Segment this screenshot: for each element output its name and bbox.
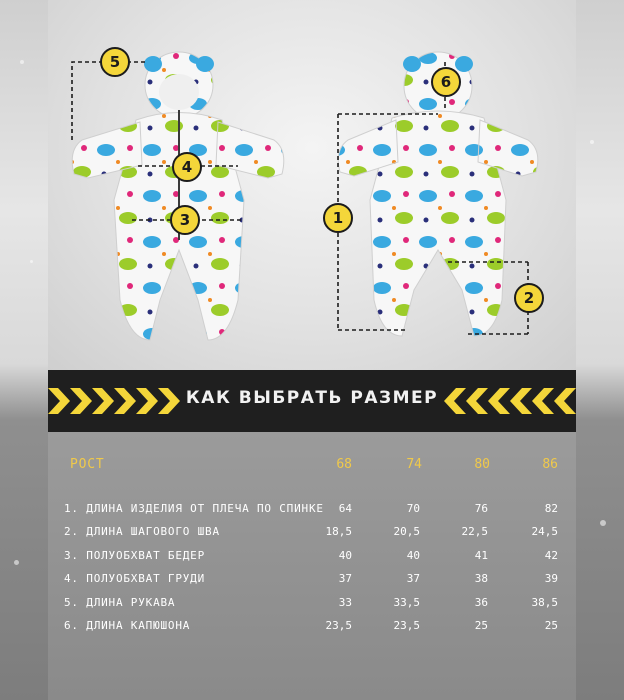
cell: 25 bbox=[544, 619, 558, 632]
table-row bbox=[48, 549, 576, 569]
front-view-garment bbox=[72, 52, 284, 340]
size-guide-banner bbox=[48, 370, 576, 432]
measure-marker-4: 4 bbox=[172, 152, 202, 182]
cell: 18,5 bbox=[325, 525, 352, 538]
chevron-right-decoration-icon bbox=[426, 370, 576, 432]
cell: 37 bbox=[338, 572, 352, 585]
cell: 38,5 bbox=[531, 596, 558, 609]
cell: 39 bbox=[544, 572, 558, 585]
cell: 70 bbox=[406, 502, 420, 515]
cell: 23,5 bbox=[325, 619, 352, 632]
banner-title: КАК ВЫБРАТЬ РАЗМЕР bbox=[185, 388, 439, 408]
cell: 36 bbox=[474, 596, 488, 609]
table-row bbox=[48, 572, 576, 592]
table-row bbox=[48, 525, 576, 545]
cell: 22,5 bbox=[461, 525, 488, 538]
product-photo bbox=[48, 0, 576, 370]
row-label: 4. ПОЛУОБХВАТ ГРУДИ bbox=[64, 572, 206, 585]
header-label: РОСТ bbox=[70, 457, 105, 472]
snowflake bbox=[14, 560, 19, 565]
cell: 33,5 bbox=[393, 596, 420, 609]
row-label: 2. ДЛИНА ШАГОВОГО ШВА bbox=[64, 525, 220, 538]
table-row bbox=[48, 596, 576, 616]
cell: 40 bbox=[406, 549, 420, 562]
measure-marker-6: 6 bbox=[431, 67, 461, 97]
measure-marker-2: 2 bbox=[514, 283, 544, 313]
snowflake bbox=[20, 60, 24, 64]
cell: 64 bbox=[338, 502, 352, 515]
measure-marker-3: 3 bbox=[170, 205, 200, 235]
cell: 24,5 bbox=[531, 525, 558, 538]
snowflake bbox=[600, 520, 606, 526]
cell: 37 bbox=[406, 572, 420, 585]
measure-marker-5: 5 bbox=[100, 47, 130, 77]
table-row bbox=[48, 502, 576, 522]
row-label: 6. ДЛИНА КАПЮШОНА bbox=[64, 619, 191, 632]
table-row bbox=[48, 619, 576, 639]
size-table bbox=[48, 432, 576, 700]
cell: 76 bbox=[474, 502, 488, 515]
row-label: 1. ДЛИНА ИЗДЕЛИЯ ОТ ПЛЕЧА ПО СПИНКЕ bbox=[64, 502, 324, 515]
cell: 82 bbox=[544, 502, 558, 515]
size-col: 86 bbox=[542, 457, 558, 472]
snowflake bbox=[30, 260, 33, 263]
table-header-row bbox=[48, 457, 576, 477]
measure-marker-1: 1 bbox=[323, 203, 353, 233]
size-col: 80 bbox=[474, 457, 490, 472]
snowflake bbox=[590, 140, 594, 144]
cell: 41 bbox=[474, 549, 488, 562]
cell: 33 bbox=[338, 596, 352, 609]
cell: 38 bbox=[474, 572, 488, 585]
cell: 25 bbox=[474, 619, 488, 632]
cell: 23,5 bbox=[393, 619, 420, 632]
row-label: 5. ДЛИНА РУКАВА bbox=[64, 596, 176, 609]
cell: 42 bbox=[544, 549, 558, 562]
row-label: 3. ПОЛУОБХВАТ БЕДЕР bbox=[64, 549, 206, 562]
cell: 20,5 bbox=[393, 525, 420, 538]
size-col: 74 bbox=[406, 457, 422, 472]
cell: 40 bbox=[338, 549, 352, 562]
size-col: 68 bbox=[336, 457, 352, 472]
